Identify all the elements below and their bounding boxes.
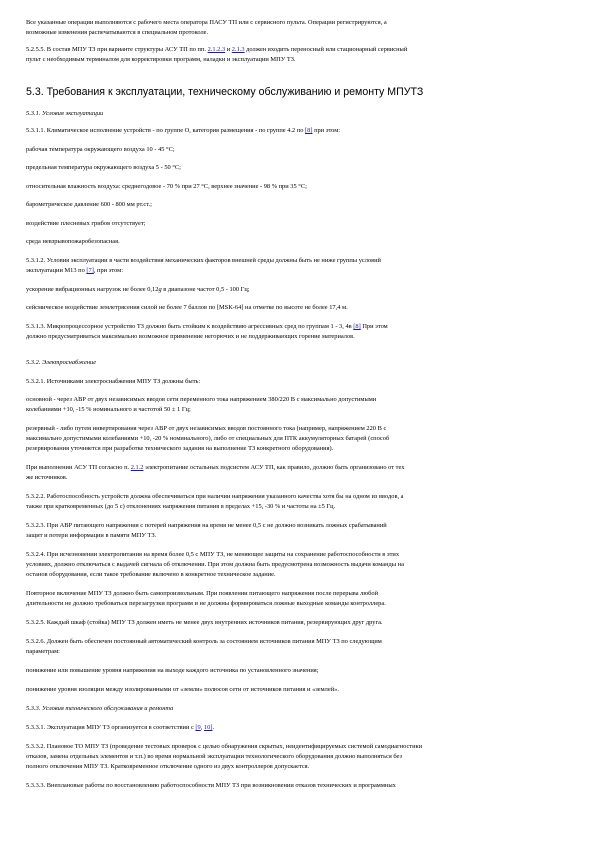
- text-fragment: электропитание остальных подсистем АСУ ТП, как правило, должно быть организовано от тех: [143, 464, 405, 471]
- text-fragment: Все указанные операции выполняются с рабочего места оператора ПАСУ ТП или с сервисного пульта. Операции регистрируются, а: [26, 19, 387, 26]
- text-fragment: эксплуатации М13 по: [26, 267, 87, 274]
- text-fragment: в диапазоне частот 0,5 - 100 Гц;: [161, 286, 250, 293]
- text-line: [26, 463, 571, 473]
- text-fragment: при этом:: [312, 127, 341, 134]
- text-fragment: ,: [200, 724, 204, 731]
- text-fragment: При этом: [360, 323, 388, 330]
- text-fragment: отказов, замена отдельных элементов и т.п.) во время нормальной эксплуатации технологического оборудования должно выполняться без: [26, 753, 402, 760]
- text-fragment: максимально допустимыми колебаниями +10, -20 % номинального), либо от специальных для ПТК аккумуляторных батарей (способ: [26, 435, 390, 442]
- text-line: [26, 599, 571, 609]
- text-fragment: рабочая температура окружающего воздуха 10 - 45 °С;: [26, 146, 175, 153]
- text-fragment: 5.3.2.2. Работоспособность устройств должна обеспечиваться при наличии напряжения указанного качества хотя бы на одном из вводов, а: [26, 493, 404, 500]
- text-fragment: барометрическое давление 600 - 800 мм рт.ст.;: [26, 201, 152, 208]
- text-line: [26, 589, 571, 599]
- text-fragment: 5.3.1. Условия эксплуатации: [26, 110, 104, 117]
- text-line: [26, 647, 571, 657]
- text-line: [26, 395, 571, 405]
- text-fragment: пульт с необходимым терминалом для корректировки программ, наладки и эксплуатации МПУ ТЗ.: [26, 56, 296, 63]
- text-line: [26, 322, 571, 332]
- reference-link[interactable]: [9: [195, 724, 201, 731]
- text-fragment: 5.3.2.3. При АВР питающего напряжения с потерей напряжения на время не менее 0,5 с не должно возникать ложных срабатываний: [26, 522, 387, 529]
- reference-link[interactable]: 2.1.2.3: [207, 46, 226, 53]
- text-line: [26, 473, 571, 483]
- text-line: [26, 781, 571, 791]
- text-fragment: возможные изменения распечатываются в специальном протоколе.: [26, 29, 209, 36]
- text-line: [26, 560, 571, 570]
- text-line: [26, 145, 571, 155]
- text-line: [26, 285, 571, 295]
- text-line: [26, 377, 571, 387]
- text-line: [26, 126, 571, 136]
- text-fragment: предельная температура окружающего воздуха 5 - 50 °С;: [26, 164, 181, 171]
- text-fragment: 5.3.2.6. Должен быть обеспечен постоянный автоматический контроль за состоянием источников питания МПУ ТЗ по следующим: [26, 638, 382, 645]
- text-line: [26, 618, 571, 628]
- text-line: [26, 424, 571, 434]
- text-line: [26, 200, 571, 210]
- reference-link[interactable]: 2.1.3: [231, 46, 245, 53]
- text-fragment: понижение уровня изоляции между изолированными от «земли» полюсов сети от источников питания и «землей».: [26, 686, 339, 693]
- text-line: [26, 570, 571, 580]
- text-fragment: останов оборудования, если такое требование включено в конкретное техническое задание.: [26, 571, 276, 578]
- text-line: [26, 182, 571, 192]
- text-line: [26, 685, 571, 695]
- text-line: [26, 742, 571, 752]
- text-fragment: 5.3.3.1. Эксплуатация МПУ ТЗ организуется в соответствии с: [26, 724, 196, 731]
- text-fragment: относительная влажность воздуха: среднегодовое - 70 % при 27 °С, верхнее значение - 98 % при 35 °С;: [26, 183, 307, 190]
- text-fragment: ускорение вибрационных нагрузок не более 0,12: [26, 286, 159, 293]
- text-line: [26, 45, 571, 55]
- text-fragment: 5.3.2.1. Источниками электроснабжения МПУ ТЗ должны быть:: [26, 378, 201, 385]
- text-line: [26, 752, 571, 762]
- text-fragment: Повторное включение МПУ ТЗ должно быть самопроизвольным. При появлении питающего напряжения после перерыва любой: [26, 590, 378, 597]
- text-line: [26, 405, 571, 415]
- text-line: [26, 550, 571, 560]
- text-line: [26, 723, 571, 733]
- text-fragment: полного отключения МПУ ТЗ. Кратковременное отключение одного из двух контроллеров допускается.: [26, 763, 310, 770]
- subsection-title: [26, 704, 571, 714]
- text-line: [26, 256, 571, 266]
- text-fragment: же источников.: [26, 474, 68, 481]
- text-line: [26, 637, 571, 647]
- text-fragment: 5.3. Требования к эксплуатации, техническому обслуживанию и ремонту МПУТЗ: [26, 86, 424, 98]
- text-fragment: резервный - либо путем инвертирования через АВР от двух независимых вводов постоянного тока (например, напряжением 220 В с: [26, 425, 387, 432]
- text-fragment: 5.3.3. Условия технического обслуживания и ремонта: [26, 705, 174, 712]
- text-line: [26, 502, 571, 512]
- text-fragment: длительности не должно требоваться перезагрузки программ и не должны формироваться ложные выходные команды контроллера.: [26, 600, 386, 607]
- text-fragment: также при кратковременных (до 5 с) отклонениях напряжения питания в пределах +15, -30 % и частоты на ±5 Гц.: [26, 503, 336, 510]
- text-line: [26, 434, 571, 444]
- text-fragment: 5.3.3.3. Внеплановые работы по восстановлению работоспособности МПУ ТЗ при возникновении отказов технических и программных: [26, 782, 396, 789]
- text-fragment: 5.3.1.3. Микропроцессорное устройство ТЗ должно быть стойким к воздействию агрессивных сред по группам 1 - 3, 4в: [26, 323, 354, 330]
- text-fragment: .: [212, 724, 215, 731]
- text-fragment: g: [158, 286, 162, 293]
- text-fragment: 5.3.2.5. Каждый шкаф (стойка) МПУ ТЗ должен иметь не менее двух внутренних источников питания, резервирующих друг друга.: [26, 619, 383, 626]
- text-fragment: 5.3.2. Электроснабжение: [26, 359, 97, 366]
- reference-link[interactable]: [7]: [86, 267, 94, 274]
- text-line: [26, 28, 571, 38]
- text-fragment: понижение или повышение уровня напряжения на выходе каждого источника по установленного значения;: [26, 667, 319, 674]
- text-fragment: 5.3.1.2. Условия эксплуатации в части воздействия механических факторов внешней среды должны быть не ниже группы условий: [26, 257, 381, 264]
- reference-link[interactable]: [8]: [305, 127, 313, 134]
- text-line: [26, 762, 571, 772]
- text-fragment: среда невзрывопожаробезопасная.: [26, 238, 120, 245]
- text-fragment: защит и потери информации в памяти МПУ ТЗ.: [26, 532, 157, 539]
- reference-link[interactable]: [8]: [353, 323, 361, 330]
- text-fragment: 5.3.3.2. Плановое ТО МПУ ТЗ (проведение тестовых проверок с целью обнаружения скрытых, неидентифицируемых системой самодиагностики: [26, 743, 423, 750]
- text-fragment: резервирования уточняется при разработке технического задания на выполнение ТЗ конкретного оборудования).: [26, 445, 334, 452]
- text-line: [26, 55, 571, 65]
- text-fragment: основной - через АВР от двух независимых вводов сети переменного тока напряжением 380/220 В с максимально допустимыми: [26, 396, 377, 403]
- text-line: [26, 163, 571, 173]
- text-line: [26, 666, 571, 676]
- text-fragment: должен входить переносный или стационарный сервисный: [244, 46, 408, 53]
- text-fragment: колебаниями +10, -15 % номинального и частотой 50 ± 1 Гц;: [26, 406, 191, 413]
- text-fragment: и: [225, 46, 232, 53]
- text-line: [26, 266, 571, 276]
- text-line: [26, 521, 571, 531]
- text-fragment: При выполнении АСУ ТП согласно п.: [26, 464, 131, 471]
- text-line: [26, 444, 571, 454]
- section-heading: [26, 85, 571, 99]
- text-line: [26, 237, 571, 247]
- text-fragment: сейсмическое воздействие землетрясения силой не более 7 баллов по [MSK-64] на отметке по высоте не более 17,4 м.: [26, 304, 348, 311]
- text-fragment: 5.3.1.1. Климатическое исполнение устройств - по группе О, категория размещения - по группе 4.2 по: [26, 127, 306, 134]
- reference-link[interactable]: 2.1.2: [130, 464, 144, 471]
- text-fragment: 5.2.5.5. В состав МПУ ТЗ при варианте структуры АСУ ТП по пп.: [26, 46, 208, 53]
- text-fragment: воздействие плесневых грибов отсутствует;: [26, 220, 146, 227]
- text-line: [26, 303, 571, 313]
- subsection-title: [26, 358, 571, 368]
- text-line: [26, 18, 571, 28]
- text-fragment: должно предусматриваться максимально возможное применение негорючих и не поддерживающих горение материалов.: [26, 333, 355, 340]
- text-line: [26, 219, 571, 229]
- text-line: [26, 332, 571, 342]
- text-fragment: параметрам:: [26, 648, 60, 655]
- text-line: [26, 492, 571, 502]
- subsection-title: [26, 109, 571, 119]
- text-line: [26, 531, 571, 541]
- text-fragment: 5.3.2.4. При исчезновении электропитания на время более 0,5 с МПУ ТЗ, не меняющее защиты на сохранение работоспособности в этих: [26, 551, 400, 558]
- text-fragment: условиях, должно отключаться с выдачей сигнала об отключении. При этом должна быть предусмотрена возможность выдачи команды на: [26, 561, 404, 568]
- text-fragment: , при этом:: [93, 267, 124, 274]
- reference-link[interactable]: 10]: [203, 724, 213, 731]
